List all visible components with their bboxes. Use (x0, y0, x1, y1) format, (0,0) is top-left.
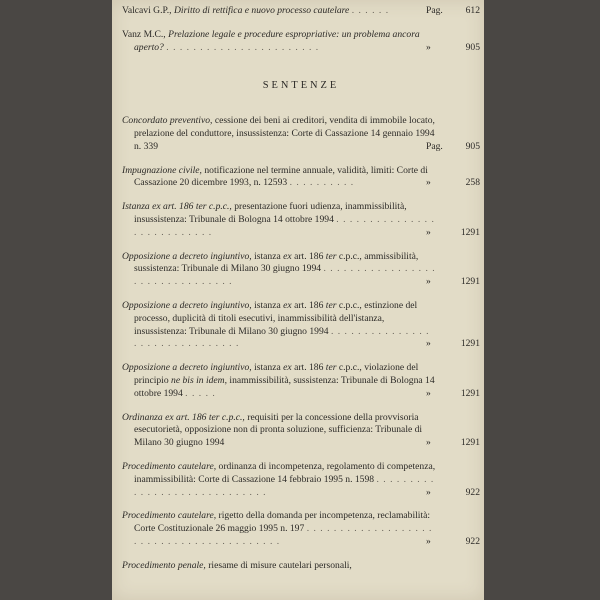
entry-author: Valcavi G.P., (122, 5, 172, 16)
entry-page-ref: » 1291 (426, 338, 480, 350)
section-title: SENTENZE (262, 80, 340, 92)
index-entry: Opposizione a decreto ingiuntivo, istanza ex art. 186 ter c.p.c., estinzione del processo, duplicità di titoli esecutivi, inammissibilità dell'istanza, insussistenza: Tribunale di Milano 30 giugno 1994 . . . . . . . . . . . . . . . . . . . . . . . . . . . . . . . » 1291 (122, 299, 480, 350)
index-entry-vanz: Vanz M.C., Prelazione legale e procedure espropriative: un problema ancora aperto? . . . . . . . . . . . . . . . . . . . . . . . » 905 (122, 28, 480, 53)
entry-title-line1: Prelazione legale e procedure espropriative: un (168, 28, 352, 40)
index-entry: Opposizione a decreto ingiuntivo, istanza ex art. 186 ter c.p.c., violazione del principio ne bis in idem, inammissibilità, sussistenza: Tribunale di Bologna 14 ottobre 1994 . . . . . » 1291 (122, 362, 480, 399)
index-entry: Procedimento penale, riesame di misure cautelari personali, (122, 559, 352, 571)
entry-page-ref: » 1291 (426, 437, 480, 449)
index-entry: Procedimento cautelare, ordinanza di incompetenza, regolamento di competenza, inammissibilità: Corte di Cassazione 14 febbraio 1995 n. 1598 . . . . . . . . . . . . . . . . . . . . . . . . . . . . . » 922 (122, 460, 480, 498)
entry-title-line2: problema ancora aperto? (134, 28, 420, 53)
index-entry: Concordato preventivo, cessione dei beni ai creditori, vendita di immobile locato, prelazione del conduttore, insussistenza: Corte di Cassazione 14 gennaio 1994 n. 339 Pag. 905 (122, 115, 480, 152)
entry-author: Vanz M.C., (122, 28, 166, 40)
entry-page-ref: » 922 (426, 486, 480, 498)
book-page (112, 0, 484, 600)
index-entry-valcavi: Valcavi G.P., Diritto di rettifica e nuovo processo cautelare . . . . . . Pag. 612 (122, 5, 480, 16)
entry-page-ref: » 1291 (426, 226, 480, 238)
entry-page-ref: » 1291 (426, 276, 480, 288)
entry-page-ref: » 258 (426, 177, 480, 189)
index-entry: Impugnazione civile, notificazione nel termine annuale, validità, limiti: Corte di Cassazione 20 dicembre 1993, n. 12593 . . . . . . . . . . » 258 (122, 164, 480, 189)
entry-page-ref: » 905 (426, 41, 480, 53)
index-entry: Istanza ex art. 186 ter c.p.c., presentazione fuori udienza, inammissibilità, insussistenza: Tribunale di Bologna 14 ottobre 1994 . . . . . . . . . . . . . . . . . . . . . . . . . . . » 1291 (122, 201, 480, 238)
entry-page-ref: » 922 (426, 535, 480, 547)
index-entry: Opposizione a decreto ingiuntivo, istanza ex art. 186 ter c.p.c., ammissibilità, sussistenza: Tribunale di Milano 30 giugno 1994 . . . . . . . . . . . . . . . . . . . . . . . . . . . . . . . . » 1291 (122, 250, 480, 288)
entry-page-ref: Pag. 905 (426, 140, 480, 152)
index-entry: Ordinanza ex art. 186 ter c.p.c., requisiti per la concessione della provvisoria esecutorietà, opposizione non di pronta soluzione, sufficienza: Tribunale di Milano 30 giugno 1994 » 1291 (122, 411, 480, 449)
entry-title: Diritto di rettifica e nuovo processo cautelare (173, 5, 350, 16)
entry-page-ref: Pag. 612 (426, 5, 480, 16)
entry-page-ref: » 1291 (426, 387, 480, 399)
index-content (122, 0, 480, 573)
index-entry: Procedimento cautelare, rigetto della domanda per incompetenza, reclamabilità: Corte Costituzionale 26 maggio 1995 n. 197 . . . . . . . . . . . . . . . . . . . . . . . . . . . . . . . . . . . . . . . . . » 922 (122, 510, 480, 547)
